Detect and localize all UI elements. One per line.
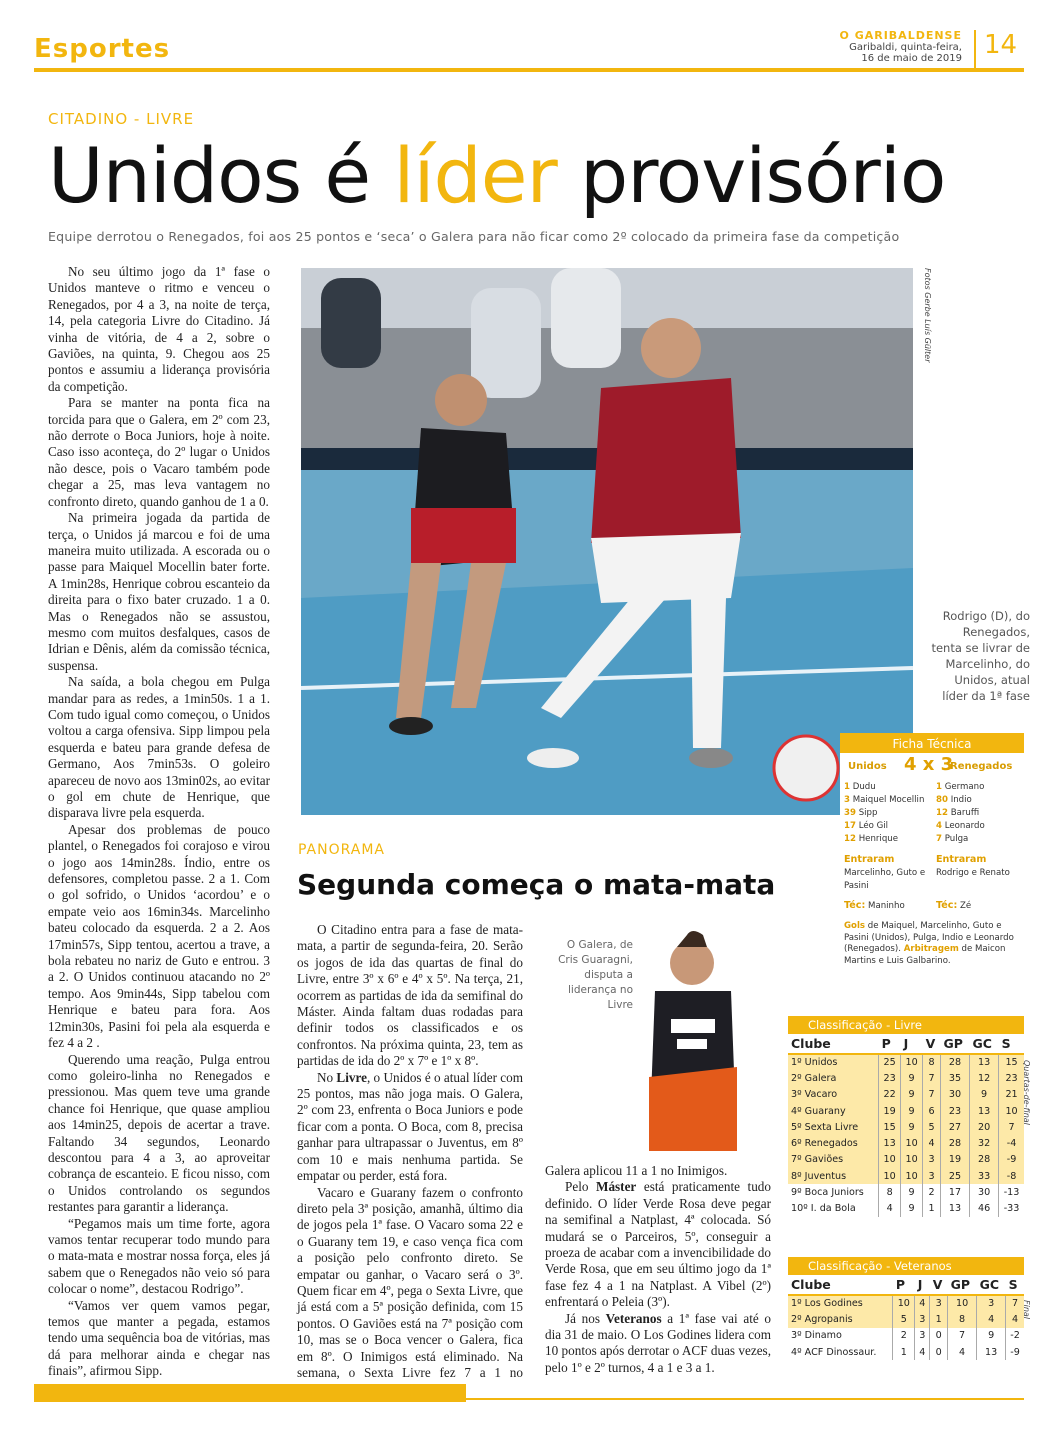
table-cell: 20 (970, 1119, 999, 1135)
table-veteranos-side-label: Final (1022, 1300, 1031, 1320)
table-header-cell: GC (970, 1034, 999, 1054)
table-cell: 25 (879, 1054, 901, 1070)
table-cell: 10 (901, 1135, 923, 1151)
ficha-home-tec-name: Maninho (868, 901, 905, 911)
panorama-paragraph (545, 1179, 771, 1310)
table-row (788, 1070, 1024, 1086)
table-header-row (788, 1275, 1024, 1295)
player-number: 17 (844, 821, 856, 831)
ficha-entraram-label-2: Entraram (936, 854, 987, 865)
table-cell: 8 (923, 1054, 941, 1070)
panorama-paragraph-continued: Galera aplicou 11 a 1 no Inimigos. (545, 1163, 728, 1178)
table-cell: 2 (923, 1184, 941, 1200)
ficha-player (936, 794, 1024, 807)
player-number: 39 (844, 808, 856, 818)
table-cell: -2 (1010, 1330, 1020, 1342)
table-cell: 2º Agropanis (788, 1311, 893, 1327)
table-cell: 10 (948, 1295, 977, 1311)
panorama-photo (637, 927, 749, 1151)
table-veteranos (788, 1257, 1024, 1360)
table-cell: 1º Unidos (788, 1054, 879, 1070)
paragraph-text: Vacaro e Guarany fazem o confronto direto pela 3ª posição, amanhã, último dia de jogos pela 1ª fase. O Vacaro soma 22 e o Guarany tem 19, e caso vença fica com a posição pelo confronto direto. Se empatar ou ganhar, o Vacaro será o 3º. Quem ficar em 4º, pega o Sexta Livre, que já está com a 5ª posição definida, com 15 pontos. O Gaviões está na 7ª posição com 10, mas se o Boca vencer o Galera, fica em 8º. O Inimigos está eliminado. Na semana, o Sexta Livre fez 7 a 1 no (297, 1184, 523, 1380)
table-cell: 27 (941, 1119, 970, 1135)
table-header-cell: V (930, 1275, 948, 1295)
table-cell: 46 (970, 1201, 999, 1217)
table-header-cell: GC (977, 1275, 1006, 1295)
paper-name: O GARIBALDENSE (839, 29, 962, 42)
ficha-player (844, 794, 932, 807)
futsal-players-photo (301, 268, 913, 815)
table-cell: 13 (879, 1135, 901, 1151)
table-cell: 7 (948, 1328, 977, 1344)
panorama-paragraph (297, 1070, 523, 1185)
table-cell: 4 (915, 1344, 930, 1360)
table-cell: 23 (941, 1103, 970, 1119)
table-cell: 0 (930, 1328, 948, 1344)
table-cell: -33 (1003, 1203, 1020, 1215)
ficha-home-players (844, 781, 932, 846)
table-veteranos-title: Classificação - Veteranos (788, 1257, 1024, 1275)
ficha-player (844, 807, 932, 820)
paragraph-text: está praticamente tudo definido. O líder Verde Rosa deve pegar na semifinal a Natplast, 4ª colocada. Só mudará se o Parceiros, 5º, conseguir a proeza de acabar com a invencibilidade do Verde Rosa, que em seu último jogo da 1ª fase fez 4 a 1 na Natplast. A Vibel (2º) enfrentará o Peleia (3º). (545, 1179, 771, 1310)
table-header-cell: Clube (788, 1034, 879, 1054)
table-cell: 10 (999, 1103, 1024, 1119)
table-cell: 4 (923, 1135, 941, 1151)
table-cell: 10 (901, 1168, 923, 1184)
table-cell: 1 (923, 1201, 941, 1217)
table-cell: 7 (1006, 1295, 1024, 1311)
ficha-player (844, 781, 932, 794)
article-paragraph: No seu último jogo da 1ª fase o Unidos manteve o ritmo e venceu o Renegados, por 4 a 3, na noite de terça, 14, pela categoria Livre do Citadino. Já vinha de vitória, de 4 a 2, sobre o Gaviões, na quinta, 9. Chegou aos 25 pontos e assumiu a liderança provisória da competição. (48, 264, 270, 394)
table-cell: 5 (893, 1311, 915, 1327)
ficha-away-tec-name: Zé (960, 901, 972, 911)
photo-credit: Fotos Gerbe Luís Gülter (923, 268, 932, 363)
table-cell: 3 (977, 1295, 1006, 1311)
table-cell: 28 (941, 1054, 970, 1070)
panorama-column-1 (297, 922, 523, 1398)
table-cell: 6º Renegados (788, 1135, 879, 1151)
table-cell: 17 (941, 1184, 970, 1200)
table-row (788, 1152, 1024, 1168)
table-cell: 8º Juventus (788, 1168, 879, 1184)
table-cell: 3 (923, 1152, 941, 1168)
table-header-cell: J (915, 1275, 930, 1295)
table-cell: 12 (970, 1070, 999, 1086)
table-cell: 28 (941, 1135, 970, 1151)
table-cell: 8 (948, 1311, 977, 1327)
table-row (788, 1311, 1024, 1327)
table-row (788, 1295, 1024, 1311)
table-cell: 25 (941, 1168, 970, 1184)
table-cell: 13 (970, 1103, 999, 1119)
paragraph-lead: No (317, 1069, 337, 1085)
table-cell: 3 (915, 1328, 930, 1344)
table-cell: 33 (970, 1168, 999, 1184)
table-cell: 2 (893, 1328, 915, 1344)
table-cell: 3º Dinamo (788, 1328, 893, 1344)
table-header-cell: J (901, 1034, 923, 1054)
panorama-title: Segunda começa o mata-mata (297, 868, 776, 901)
table-cell: 4 (879, 1201, 901, 1217)
table-cell: 4º ACF Dinossaur. (788, 1344, 893, 1360)
ficha-player (936, 820, 1024, 833)
table-cell: 1º Los Godines (788, 1295, 893, 1311)
ficha-away-tec (936, 899, 971, 913)
table-header-cell: Clube (788, 1275, 893, 1295)
article-paragraph: Apesar dos problemas de pouco plantel, o Renegados foi corajoso e virou o jogo aos 14min28s. Índio, entre os defensores, completou passe. 2 a 1. Com o gol sofrido, o Unidos ‘acordou’ e o empate veio aos 16min34s. Marcelinho bateu colocado da esquerda. 2 a 2. Aos 17min57s, Sipp tentou, acertou a trave, a bola rebateu no nariz de Guto e entrou. 3 a 2. O Unidos continuou atacando no 2º tempo. Aos 9min44s, Sipp tabelou com Henrique e bateu para fora. Aos 12min30s, Pasini foi pela ala esquerda e fez 4 a 2 . (48, 821, 270, 1051)
table-row (788, 1201, 1024, 1217)
ficha-away: Renegados (950, 761, 1013, 772)
table-cell: 1 (930, 1311, 948, 1327)
table-cell: 15 (999, 1054, 1024, 1070)
table-cell: -9 (1010, 1346, 1020, 1358)
table-cell: 9 (970, 1087, 999, 1103)
table-cell: 23 (879, 1070, 901, 1086)
table-header-cell: S (999, 1034, 1024, 1054)
table-row (788, 1119, 1024, 1135)
article-paragraph: “Pegamos mais um time forte, agora vamos tentar recuperar todo mundo para o mata-mata e mostrar nossa força, eles já sabem que o Renegados não veio só para colocar o nome”, destacou Rodrigo”. (48, 1215, 270, 1297)
table-row (788, 1168, 1024, 1184)
table-cell: 10 (879, 1168, 901, 1184)
table-cell: 13 (970, 1054, 999, 1070)
table-cell: 7º Gaviões (788, 1152, 879, 1168)
deck: Equipe derrotou o Renegados, foi aos 25 pontos e ‘seca’ o Galera para não ficar como 2º colocado da primeira fase da competição (48, 229, 900, 244)
table-veteranos-grid (788, 1275, 1024, 1360)
player-number: 80 (936, 795, 948, 805)
panorama-paragraph (297, 1185, 523, 1398)
header-rule (34, 68, 1024, 72)
table-cell: 19 (879, 1103, 901, 1119)
paragraph-text: O Citadino entra para a fase de mata-mata, a partir de segunda-feira, 20. Serão os jogos de ida das quartas de final do Livre, entre 3º x 6º e 4º x 5º. Na terça, 21, ocorrem as partidas de ida da semifinal do Máster. Ainda faltam duas rodadas para definir todos os classificados e os confrontos. Na próxima quinta, 23, tem as partidas de ida do 2º x 7º e 1º x 8º. (297, 922, 523, 1069)
paragraph-lead: Já nos (565, 1310, 606, 1326)
ficha-gols (844, 921, 1024, 967)
footer-rule (34, 1384, 1024, 1402)
player-name: Sipp (858, 808, 878, 818)
table-cell: -13 (1003, 1187, 1020, 1199)
table-row (788, 1087, 1024, 1103)
section-title: Esportes (34, 34, 171, 64)
table-cell: 3 (915, 1311, 930, 1327)
headline-part2: provisório (556, 131, 946, 220)
player-name: Léo Gil (858, 821, 889, 831)
table-cell: 9 (977, 1328, 1006, 1344)
table-cell: 8 (879, 1184, 901, 1200)
player-number: 1 (936, 782, 942, 792)
table-cell: 4 (977, 1311, 1006, 1327)
table-cell: 3º Vacaro (788, 1087, 879, 1103)
player-number: 12 (844, 834, 856, 844)
table-row (788, 1135, 1024, 1151)
ficha-gols-text: de Maiquel, Marcelinho, Guto e Pasini (Unidos), Pulga, Indio e Leonardo (Renegados). (844, 921, 1014, 954)
table-cell: 6 (923, 1103, 941, 1119)
paragraph-bold: Veteranos (605, 1310, 662, 1326)
date-line-1: Garibaldi, quinta-feira, (849, 42, 962, 53)
table-cell: 1 (893, 1344, 915, 1360)
panorama-column-2 (545, 1163, 771, 1376)
table-row (788, 1344, 1024, 1360)
table-cell: -9 (999, 1152, 1024, 1168)
table-cell: 10 (893, 1295, 915, 1311)
article-paragraph: Para se manter na ponta fica na torcida para que o Galera, em 2º com 23, não derrote o Boca Juniors, hoje à noite. Caso isso aconteça, do 2º lugar o Unidos não desce, pois o Vacaro também pode chegar a 25, mas leva vantagem no confronto direto, quando ganhou de 1 a 0. (48, 395, 270, 509)
table-cell: 15 (879, 1119, 901, 1135)
table-livre-title: Classificação - Livre (788, 1016, 1024, 1034)
panorama-paragraph (297, 922, 523, 1070)
panorama-photo-caption: O Galera, de Cris Guaragni, disputa a liderança no Livre (558, 939, 633, 1011)
player-name: Henrique (858, 834, 899, 844)
table-cell: 19 (941, 1152, 970, 1168)
table-header-cell: V (923, 1034, 941, 1054)
table-cell: 7 (923, 1087, 941, 1103)
ficha-away-subs: Rodrigo e Renato (936, 868, 1010, 878)
table-row (788, 1103, 1024, 1119)
table-cell: 0 (930, 1344, 948, 1360)
paragraph-bold: Livre (336, 1069, 367, 1085)
headline-highlight: líder (393, 131, 557, 220)
table-cell: 13 (977, 1344, 1006, 1360)
table-cell: 4º Guarany (788, 1103, 879, 1119)
table-row (788, 1054, 1024, 1070)
article-paragraph: Na saída, a bola chegou em Pulga mandar para as redes, a 1min50s. 1 a 1. Com tudo igual como começou, o Unidos voltou a carga ofensiva. Sipp limpou pela esquerda e bateu para grande defesa de Germano, Aos 7min53s. O goleiro apareceu de novo aos 13min02s, ao evitar o gol em chute de Henrique, que disparava livre pela esquerda. (48, 674, 270, 821)
player-name: Leonardo (944, 821, 985, 831)
player-number: 3 (844, 795, 850, 805)
ficha-entraram-label: Entraram (844, 854, 895, 865)
player-number: 12 (936, 808, 948, 818)
player-number: 1 (844, 782, 850, 792)
ficha-tecnica (840, 733, 1024, 973)
player-name: Maiquel Mocellin (852, 795, 925, 805)
ficha-player (936, 781, 1024, 794)
kicker: CITADINO - LIVRE (48, 110, 195, 128)
paragraph-lead: Pelo (565, 1179, 596, 1195)
masthead (840, 30, 962, 64)
table-cell: -8 (999, 1168, 1024, 1184)
ficha-player (844, 820, 932, 833)
table-cell: 10 (901, 1054, 923, 1070)
table-header-cell: S (1006, 1275, 1024, 1295)
table-cell: 9 (901, 1119, 923, 1135)
table-cell: -4 (999, 1135, 1024, 1151)
ficha-player (936, 833, 1024, 846)
table-cell: 2º Galera (788, 1070, 879, 1086)
table-cell: 13 (941, 1201, 970, 1217)
table-cell: 4 (1006, 1311, 1024, 1327)
table-cell: 9 (901, 1201, 923, 1217)
table-cell: 10º I. da Bola (788, 1201, 879, 1217)
table-cell: 30 (970, 1184, 999, 1200)
table-cell: 7 (999, 1119, 1024, 1135)
table-cell: 3 (930, 1295, 948, 1311)
ficha-tec-label: Téc: (844, 900, 866, 911)
table-cell: 9 (901, 1184, 923, 1200)
table-header-cell: P (893, 1275, 915, 1295)
ficha-score-row (840, 753, 1024, 773)
photo-caption: Rodrigo (D), do Renegados, tenta se livrar de Marcelinho, do Unidos, atual líder da 1ª fase (931, 609, 1030, 703)
table-livre (788, 1016, 1024, 1217)
table-cell: 23 (999, 1070, 1024, 1086)
table-row (788, 1328, 1024, 1344)
player-name: Pulga (944, 834, 969, 844)
table-header-cell: GP (941, 1034, 970, 1054)
article-column (48, 264, 270, 1380)
player-number: 7 (936, 834, 942, 844)
ficha-player (844, 833, 932, 846)
table-header-cell: GP (948, 1275, 977, 1295)
ficha-home-subs-block (844, 853, 930, 893)
table-cell: 9º Boca Juniors (788, 1184, 879, 1200)
player-name: Baruffi (950, 808, 980, 818)
table-cell: 10 (901, 1152, 923, 1168)
paragraph-text: , o Unidos é o atual líder com 25 pontos, mas não joga mais. O Galera, 2º com 23, enfrenta o Boca Juniors e pode ficar com a ponta. O Boca, com 8, precisa ganhar para ultrapassar o Juventus, em 8º com 10 e mais nenhuma partida. Se empatar ou perder, está fora. (297, 1069, 523, 1184)
ficha-arb-label: Arbitragem (903, 944, 959, 954)
player-number: 4 (936, 821, 942, 831)
table-cell: 9 (901, 1103, 923, 1119)
table-cell: 28 (970, 1152, 999, 1168)
ficha-tec-label-2: Téc: (936, 900, 958, 911)
table-cell: 21 (999, 1087, 1024, 1103)
ficha-title: Ficha Técnica (840, 735, 1024, 753)
table-cell: 10 (879, 1152, 901, 1168)
ficha-arb-text: de Maicon Martins e Luis Galbarino. (844, 944, 1006, 966)
main-photo (301, 268, 913, 815)
ficha-away-subs-block (936, 853, 1022, 880)
table-cell: 9 (901, 1070, 923, 1086)
panorama-kicker: PANORAMA (298, 842, 386, 858)
table-cell: 4 (915, 1295, 930, 1311)
table-cell: 4 (948, 1344, 977, 1360)
paragraph-text: a 1ª fase vai até o dia 31 de maio. O Los Godines lidera com 10 pontos após derrotar o ACF duas vezes, pelo 1º e 2º turnos, 4 a 1 e 3 a 1. (545, 1310, 771, 1375)
table-cell: 9 (901, 1087, 923, 1103)
table-cell: 5º Sexta Livre (788, 1119, 879, 1135)
ficha-home: Unidos (848, 761, 887, 772)
table-cell: 5 (923, 1119, 941, 1135)
table-cell: 22 (879, 1087, 901, 1103)
table-cell: 32 (970, 1135, 999, 1151)
paragraph-bold: Máster (596, 1179, 637, 1195)
player-name: Dudu (852, 782, 876, 792)
table-cell: 7 (923, 1070, 941, 1086)
ficha-home-tec (844, 899, 905, 913)
article-paragraph: Na primeira jogada da partida de terça, o Unidos já marcou e foi de uma maneira muito utilizada. A escorada ou o passe para Maiquel Mocellin bater forte. A 1min28s, Henrique cobrou escanteio da direita para o fixo bater cruzado. 1 a 0. Mas o Renegados não se assustou, mesmo com muitos desfalques, casos de Idrian e Dênis, além da comissão técnica, suspensa. (48, 510, 270, 673)
player-name: Germano (944, 782, 985, 792)
headline-part1: Unidos é (48, 131, 394, 220)
table-livre-side-label: Quartas-de-final (1022, 1060, 1031, 1125)
table-header-cell: P (879, 1034, 901, 1054)
table-cell: 30 (941, 1087, 970, 1103)
article-paragraph: “Vamos ver quem vamos pegar, temos que manter a pegada, estamos tendo uma sequência boa de vitórias, mas dá para melhorar ainda e chegar nas finais”, afirmou Sipp. (48, 1297, 270, 1379)
table-row (788, 1184, 1024, 1200)
ficha-player (936, 807, 1024, 820)
table-cell: 3 (923, 1168, 941, 1184)
ficha-away-players (936, 781, 1024, 846)
table-livre-grid (788, 1034, 1024, 1217)
panorama-paragraph (545, 1311, 771, 1377)
table-header-row (788, 1034, 1024, 1054)
page-number: 14 (974, 30, 1017, 68)
article-paragraph: Querendo uma reação, Pulga entrou como goleiro-linha no Renegados e pressionou. Mas quem teve uma grande chance foi Henrique, que quase ampliou aos 14min25, depois de acertar a trave. Faltando 34 segundos, Leonardo descontou para 4 a 3, ao aproveitar cobrança de escanteio. E ficou nisso, com o Unidos controlando os segundos restantes para garantir a liderança. (48, 1051, 270, 1215)
date-line-2: 16 de maio de 2019 (861, 53, 962, 64)
headline (48, 130, 945, 222)
table-cell: 35 (941, 1070, 970, 1086)
ficha-gols-label: Gols (844, 921, 866, 931)
ficha-home-subs: Marcelinho, Guto e Pasini (844, 868, 926, 891)
player-name: Indio (950, 795, 972, 805)
ficha-score: 4 x 3 (904, 754, 954, 775)
galera-player-photo (637, 927, 749, 1151)
